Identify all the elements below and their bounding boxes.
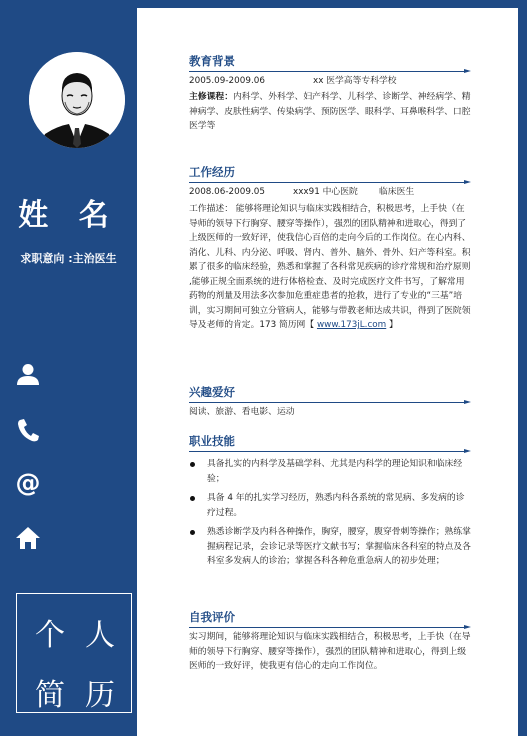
self-eval-section xyxy=(189,610,471,674)
brand-char-jian: 简 xyxy=(35,678,65,713)
hobby-title: 兴趣爱好 xyxy=(189,385,235,399)
job-intention: 求职意向 :主治医生 xyxy=(20,252,117,265)
hobby-text: 阅读、旅游、看电影、运动 xyxy=(189,407,295,417)
courses-text: 内科学、外科学、妇产科学、儿科学、诊断学、神经病学、精神病学、皮肤性病学、传染病学、预防医学、眼科学、耳鼻喉科学、口腔医学等 xyxy=(189,92,471,131)
brand-box xyxy=(16,593,132,713)
section-divider xyxy=(189,625,471,630)
user-icon xyxy=(14,361,42,389)
work-desc-text: 工作描述： 能够将理论知识与临床实践相结合，积极思考，上手快（在导师的领导下行胸穿、腰穿等操作），强烈的团队精神和进取心，得到了上级医师的一致好评，使我信心百倍的走向今后的工作岗位。在心内科、消化、儿科、内分泌、呼吸、肾内、普外、脑外、骨外、妇产等科室。积累了很多的临床经验，熟悉和掌握了各科常见疾病的诊疗常规和治疗原则 ,能够正规全面系统的进行体格检查、及时完成医疗文件书写，了解常用药物的剂量及用法多次参加危重症患者的抢救，进行了专业的“三基”培训，实习期间可独立分管病人，能够与带教老师达成共识，得到了医院领导及老师的肯定。173 简历网【 xyxy=(189,204,471,330)
skills-list xyxy=(189,457,471,569)
skill-item xyxy=(189,457,471,486)
skill-item xyxy=(189,491,471,520)
self-eval-text: 实习期间，能够将理论知识与临床实践相结合，积极思考，上手快（在导师的领导下行胸穿、腰穿等操作），强烈的团队精神和进取心，得到上级医师的一致好评，使我更有信心的走向工作岗位。 xyxy=(189,632,471,671)
bullet-dot xyxy=(190,462,195,467)
hobby-section xyxy=(189,385,471,420)
work-section xyxy=(189,165,471,333)
section-divider xyxy=(189,69,471,74)
education-courses xyxy=(189,90,471,134)
work-department: 临床医生 xyxy=(379,187,415,197)
self-eval-title: 自我评价 xyxy=(189,610,235,624)
skill-item xyxy=(189,525,471,569)
work-description xyxy=(189,202,471,333)
brand-char-ren: 人 xyxy=(85,618,115,653)
portrait-photo xyxy=(29,52,125,148)
skill-text: 具备扎实的内科学及基础学科、尤其是内科学的理论知识和临床经验； xyxy=(207,459,463,484)
brand-char-ge: 个 xyxy=(35,618,65,653)
skill-text: 具备 4 年的扎实学习经历，熟悉内科各系统的常见病、多发病的诊疗过程。 xyxy=(207,493,465,518)
sidebar xyxy=(0,0,137,736)
brand-char-li: 历 xyxy=(85,678,115,713)
skills-section xyxy=(189,434,471,574)
avatar xyxy=(29,52,125,148)
home-icon xyxy=(14,524,42,552)
section-divider xyxy=(189,180,471,185)
work-period: 2008.06-2009.05 xyxy=(189,187,265,197)
section-divider xyxy=(189,449,471,454)
section-divider xyxy=(189,400,471,405)
at-email-icon xyxy=(14,469,42,497)
work-hospital: xxx91 中心医院 xyxy=(293,187,358,197)
courses-label: 主修课程： xyxy=(189,92,233,102)
bullet-dot xyxy=(190,530,195,535)
education-title: 教育背景 xyxy=(189,54,235,68)
site-link[interactable]: www.173jL.com xyxy=(316,320,387,330)
work-desc-tail: 】 xyxy=(386,320,398,330)
resume-page xyxy=(137,8,518,736)
phone-icon xyxy=(14,416,42,444)
work-row xyxy=(189,185,471,199)
work-title: 工作经历 xyxy=(189,165,235,179)
education-school: xx 医学高等专科学校 xyxy=(313,76,397,86)
candidate-name: 姓 名 xyxy=(18,198,119,233)
svg-text:@: @ xyxy=(15,469,41,497)
education-period: 2005.09-2009.06 xyxy=(189,76,265,86)
education-row xyxy=(189,74,471,88)
skills-title: 职业技能 xyxy=(189,434,235,448)
education-section xyxy=(189,54,471,134)
bullet-dot xyxy=(190,496,195,501)
skill-text: 熟悉诊断学及内科各种操作，胸穿，腰穿，腹穿骨刺等操作；熟练掌握病程记录，会诊记录等医疗文献书写；掌握临床各科室的特点及各科室多发病人的诊治；掌握各科各种危重急病人的初步处理； xyxy=(207,527,471,566)
